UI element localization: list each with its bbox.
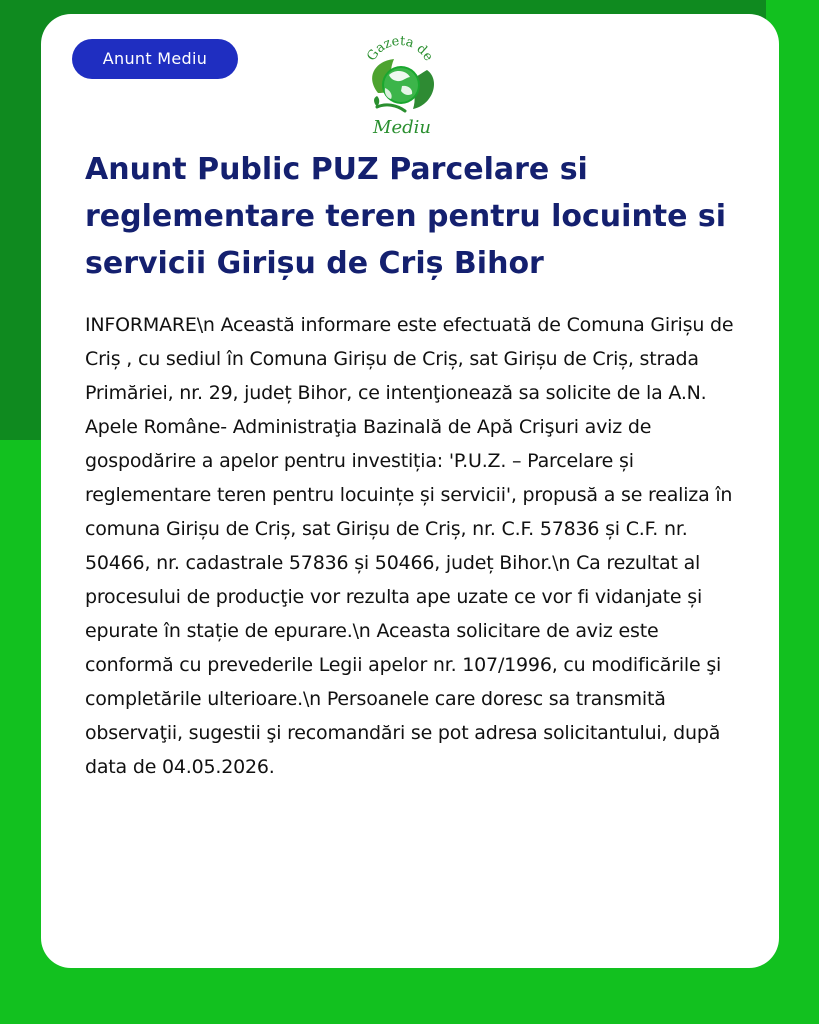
announcement-card [41, 14, 779, 968]
logo-bottom-text: Mediu [373, 117, 431, 138]
globe-leaf-icon [355, 32, 445, 140]
page-title: Anunt Public PUZ Parcelare si reglementare teren pentru locuinte si servicii Girișu de Criș Bihor [85, 152, 727, 281]
announcement-body: INFORMARE\n Această informare este efectuată de Comuna Girișu de Criș , cu sediul în Comuna Girișu de Criș, sat Girișu de Criș, strada Primăriei, nr. 29, județ Bihor, ce intenţionează sa solicite de la A.N. Apele Române- Administraţia Bazinală de Apă Crişuri aviz de gospodărire a apelor pentru investiția: 'P.U.Z. – Parcelare și reglementare teren pentru locuințe și servicii', propusă a se realiza în comuna Girișu de Criș, sat Girișu de Criș, nr. C.F. 57836 și C.F. nr. 50466, nr. cadastrale 57836 și 50466, județ Bihor.\n Ca rezultat al procesului de producţie vor rezulta ape uzate ce vor fi vidanjate și epurate în stație de epurare.\n Aceasta solicitare de aviz este conformă cu prevederile Legii apelor nr. 107/1996, cu modificările şi completările ulterioare.\n Persoanele care doresc sa transmită observaţii, sugestii şi recomandări se pot adresa solicitantului, după data de 04.05.2026. [85, 314, 734, 778]
category-badge: Anunt Mediu [72, 39, 238, 79]
logo-top-text: Gazeta de [364, 33, 436, 64]
gazeta-de-mediu-logo [355, 32, 445, 140]
